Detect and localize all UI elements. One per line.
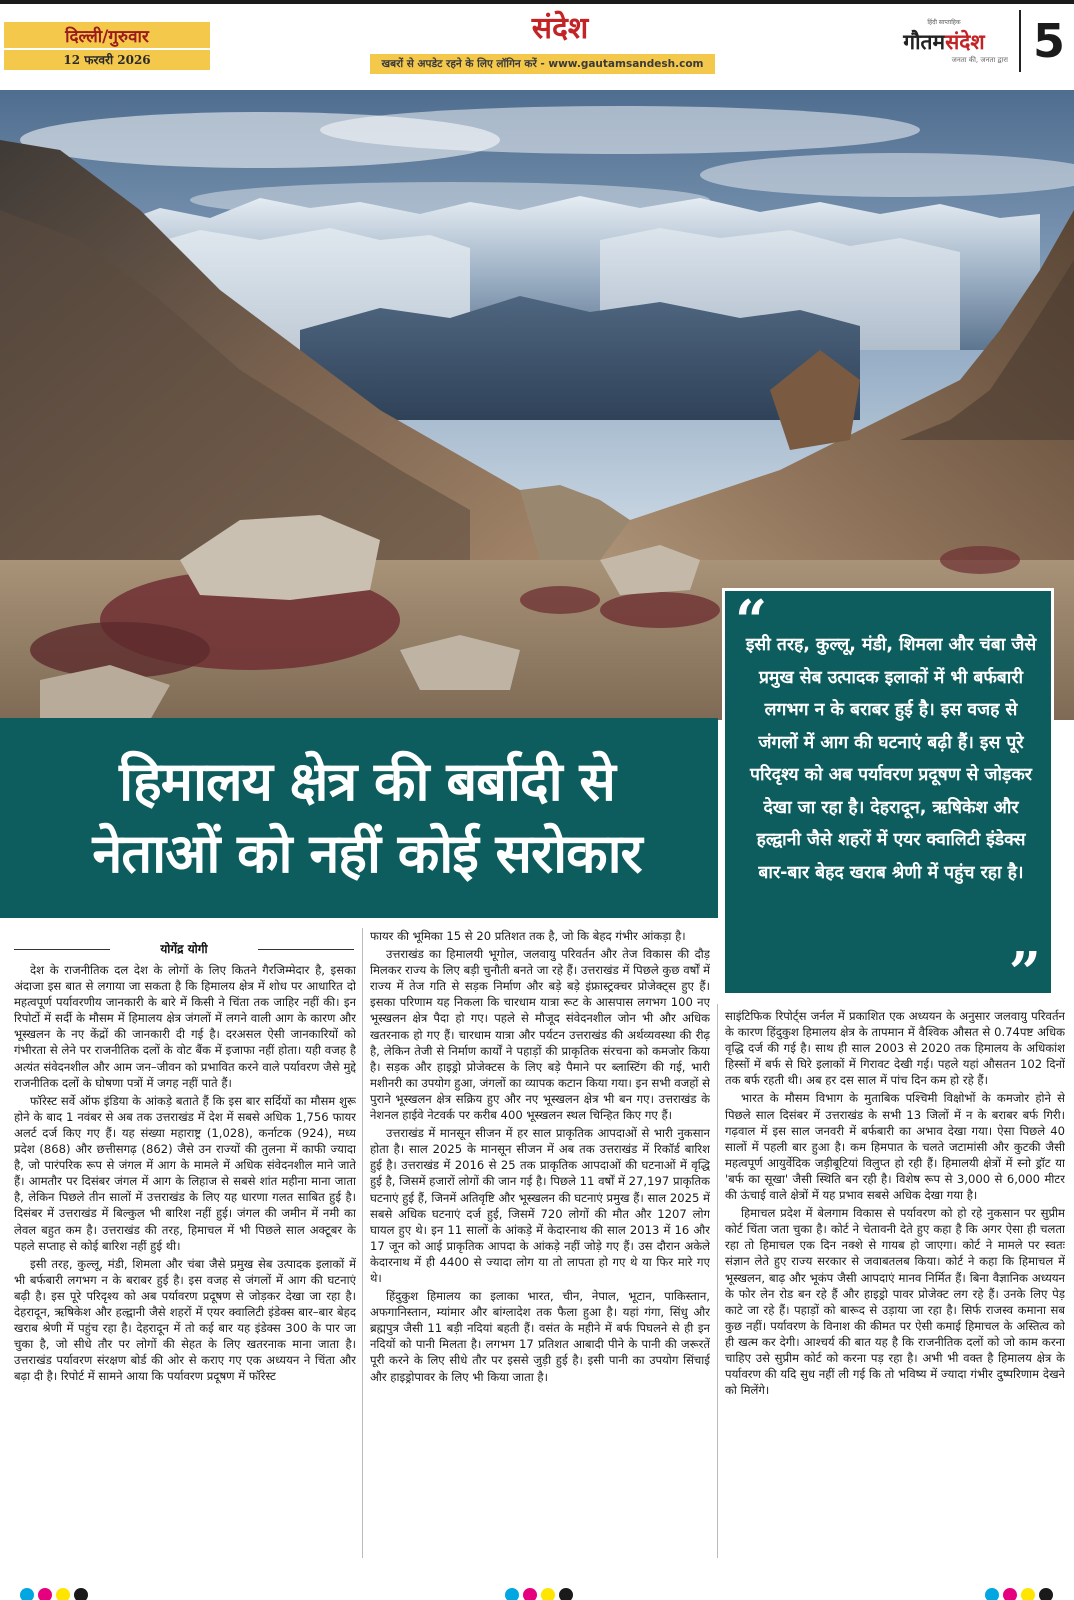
paragraph: भारत के मौसम विभाग के मुताबिक पश्चिमी विक्षोभों के कमजोर होने से पिछले साल दिसंबर में उत्तराखंड के सभी 13 जिलों में न के बराबर बर्फ गिरी। गढ़वाल में इस साल जनवरी में बर्फबारी का अभाव देखा गया। ऐसा पिछले 40 सालों में पहली बार हुआ है। कम हिमपात के चलते जटामांसी और कुटकी जैसी महत्वपूर्ण आयुर्वेदिक जड़ीबूटियां विलुप्त हो रही हैं। हिमालयी क्षेत्रों में स्नो ड्रॉट या 'बर्फ का सूखा' जैसी स्थिति बन रही है। विशेष रूप से 3,000 से 6,000 मीटर की ऊंचाई वाले क्षेत्रों में यह प्रभाव सबसे अधिक देखा गया है।	[725, 1091, 1065, 1203]
website-strip: खबरों से अपडेट रहने के लिए लॉगिन करें - www.gautamsandesh.com	[370, 54, 715, 74]
cyan-dot	[985, 1588, 999, 1600]
magenta-dot	[1003, 1588, 1017, 1600]
headline-line-1: हिमालय क्षेत्र की बर्बादी से	[119, 750, 615, 813]
quote-close-icon: ”	[1008, 940, 1041, 1006]
paragraph: उत्तराखंड का हिमालयी भूगोल, जलवायु परिवर्तन और तेज विकास की दौड़ मिलकर राज्य के लिए बड़ी चुनौती बनते जा रहे हैं। उत्तराखंड में पिछले कुछ वर्षों में राज्य में तेज गति से सड़क निर्माण और बड़े बड़े इंफ्रास्ट्रक्चर प्रोजेक्ट्स हुए हैं। इसका परिणाम यह निकला कि चारधाम यात्रा रूट के आसपास लगभग 100 नए भूस्खलन क्षेत्र पैदा हो गए। पहले से मौजूद संवेदनशील जोन भी और अधिक खतरनाक हो गए हैं। चारधाम यात्रा और पर्यटन उत्तराखंड की अर्थव्यवस्था की रीढ़ है, लेकिन तेजी से निर्माण कार्यों ने पहाड़ों की प्राकृतिक संरचना को कमजोर किया है। सड़क और हाइड्रो प्रोजेक्टस के लिए बड़े पैमाने पर ब्लास्टिंग की गई, भारी मशीनरी का उपयोग हुआ, जंगलों का व्यापक कटान किया गया। इन सभी वजहों से पुराने भूस्खलन क्षेत्र सक्रिय हुए और नए भूस्खलन क्षेत्र भी बन गए। उत्तराखंड के नेशनल हाईवे नेटवर्क पर करीब 400 भूस्खलन स्थल चिन्हित किए गए हैं।	[370, 947, 710, 1123]
headline-line-2: नेताओं को नहीं कोई सरोकार	[92, 822, 642, 885]
yellow-dot	[56, 1588, 70, 1600]
logo-name-part1: गौतम	[903, 29, 946, 54]
yellow-dot	[1021, 1588, 1035, 1600]
top-border	[0, 0, 1074, 4]
paragraph: हिंदुकुश हिमालय का इलाका भारत, चीन, नेपाल, भूटान, पाकिस्तान, अफगानिस्तान, म्यांमार और बांग्लादेश तक फैला हुआ है। यहां गंगा, सिंधु और ब्रह्मपुत्र जैसी 11 बड़ी नदियां बहती हैं। वसंत के महीने में बर्फ पिघलने से ही इन नदियों को पानी मिलता है। लगभग 17 प्रतिशत आबादी पीने के पानी की जरूरतें पूरी करने के लिए सीधे तौर पर इससे जुड़ी हुई है। इसी पानी का उपयोग सिंचाई और हाइड्रोपावर के लिए भी किया जाता है।	[370, 1289, 710, 1384]
article-column-1	[14, 962, 356, 1562]
column-divider	[362, 928, 363, 1558]
article-column-2	[370, 928, 710, 1562]
logo-name	[880, 28, 1008, 56]
quote-open-icon: “	[735, 588, 768, 654]
section-title: संदेश	[531, 11, 589, 46]
headline	[22, 746, 712, 890]
cyan-dot	[20, 1588, 34, 1600]
magenta-dot	[523, 1588, 537, 1600]
paragraph: हिमाचल प्रदेश में बेलगाम विकास से पर्यावरण को हो रहे नुकसान पर सुप्रीम कोर्ट चिंता जता चुका है। कोर्ट ने चेतावनी देते हुए कहा है कि अगर ऐसा ही चलता रहा तो हिमाचल एक दिन नक्शे से गायब हो जाएगा। कोर्ट ने मामले पर स्वतः संज्ञान लेते हुए राज्य सरकार से जवाबतलब किया। कोर्ट ने कहा कि हिमाचल में भूस्खलन, बाढ़ और भूकंप जैसी आपदाएं मानव निर्मित हैं। बिना वैज्ञानिक अध्ययन के फोर लेन रोड बन रहे हैं और हाइड्रो पावर प्रोजेक्ट लग रहे हैं। उनके लिए पेड़ काटे जा रहे हैं। पहाड़ों को बारूद से उड़ाया जा रहा है। सिर्फ राजस्व कमाना सब कुछ नहीं। पर्यावरण के विनाश की कीमत पर ऐसी कमाई हिमाचल के अस्तित्व को ही खत्म कर देगी। आश्चर्य की बात यह है कि राजनीतिक दलों को जो काम करना चाहिए उसे सुप्रीम कोर्ट को करना पड़ रहा है। अभी भी वक्त है हिमालय क्षेत्र के पर्यावरण की यदि सुध नहीं ली गई कि तो भविष्य में ज्यादा गंभीर दुष्परिणाम देखने को मिलेंगे।	[725, 1206, 1065, 1398]
date-box	[4, 22, 210, 70]
magenta-dot	[38, 1588, 52, 1600]
paragraph: फायर की भूमिका 15 से 20 प्रतिशत तक है, जो कि बेहद गंभीर आंकड़ा है।	[370, 929, 686, 943]
byline-rule-right	[258, 949, 354, 950]
logo-slogan: जनता की, जनता द्वारा	[951, 56, 1008, 64]
edition-date: 12 फरवरी 2026	[63, 53, 151, 67]
page-number: 5	[1032, 14, 1065, 68]
column-divider	[717, 1004, 718, 1558]
byline: योगेंद्र योगी	[160, 942, 208, 956]
yellow-dot	[541, 1588, 555, 1600]
pull-quote	[722, 588, 1054, 1006]
paragraph: उत्तराखंड में मानसून सीजन में हर साल प्राकृतिक आपदाओं से भारी नुकसान होता है। साल 2025 के मानसून सीजन में अब तक उत्तराखंड में रिकॉर्ड बारिश हुई है। उत्तराखंड में 2016 से 25 तक प्राकृतिक आपदाओं की घटनाओं में वृद्धि हुई है, जिसमें हजारों लोगों की जान गई है। पिछले 11 वर्षों में 27,197 प्राकृतिक घटनाएं हुई हैं, जिनमें अतिवृष्टि और भूस्खलन की घटनाएं प्रमुख हैं। साल 2025 में सबसे अधिक घटनाएं दर्ज हुई, जिसमें 720 लोगों की मौत और 1207 लोग घायल हुए थे। इन 11 सालों के आंकड़े में केदारनाथ की साल 2013 में 16 और 17 जून को आई प्राकृतिक आपदा के आंकड़े नहीं जोड़े गए हैं। उस दौरान अकेले केदारनाथ में ही 4400 से ज्यादा लोग या तो लापता हो गए थे या फिर मारे गए थे।	[370, 1126, 710, 1285]
paragraph: देश के राजनीतिक दल देश के लोगों के लिए कितने गैरजिम्मेदार है, इसका अंदाजा इस बात से लगाया जा सकता है कि हिमालय क्षेत्र में शोध पर आधारित दो महत्वपूर्ण पर्यावरणीय जानकारी के बारे में किसी ने चिंता तक जाहिर नहीं की। इन रिपोर्टो में सर्दी के मौसम में हिमालय क्षेत्र जंगलों में लगने वाली आग के कारण और भूस्खलन के नए केंद्रों की जानकारी दी गई है। दरअसल ऐसी जानकारियों को गंभीरता से लेने पर राजनीतिक दलों के वोट बैंक में इजाफा नहीं होता। यही वजह है अत्यंत संवेदनशील और आम जन–जीवन को प्रभावित करने वाले पर्यावरण जैसे मुद्दे राजनीतिक दलों के घोषणा पत्रों में जगह नहीं पाते हैं।	[14, 963, 356, 1090]
logo-tagline: हिंदी साप्ताहिक	[927, 19, 961, 26]
page-number-divider	[1019, 10, 1021, 72]
paragraph: फॉरेस्ट सर्वे ऑफ इंडिया के आंकड़े बताते हैं कि इस बार सर्दियों का मौसम शुरू होने के बाद 1 नवंबर से अब तक उत्तराखंड में देश में सबसे अधिक 1,756 फायर अलर्ट दर्ज किए गए हैं। यह संख्या महाराष्ट्र (1,028), कर्नाटक (924), मध्य प्रदेश (868) और छत्तीसगढ़ (862) जैसे उन राज्यों की तुलना में काफी ज्यादा है, जो पारंपरिक रूप से जंगल में आग के मामले में अधिक संवेदनशील माने जाते हैं। आमतौर पर दिसंबर जंगल में आग के लिहाज से सबसे शांत महीना माना जाता है, लेकिन पिछले तीन सालों में उत्तराखंड के लिए यह धारणा गलत साबित हुई है। दिसंबर में उत्तराखंड में बिल्कुल भी बारिश नहीं हुई। जंगल की जमीन में नमी का लेवल बहुत कम है। उत्तराखंड की तरह, हिमाचल में भी पिछले साल अक्टूबर के पहले सप्ताह से कोई बारिश नहीं हुई थी।	[14, 1093, 356, 1253]
black-dot	[1039, 1588, 1053, 1600]
paragraph: साइंटिफिक रिपोर्ट्स जर्नल में प्रकाशित एक अध्ययन के अनुसार जलवायु परिवर्तन के कारण हिंदुकुश हिमालय क्षेत्र के तापमान में वैश्विक औसत से 0.74पष्ट अधिक वृद्धि दर्ज की गई है। साथ ही साल 2003 से 2020 तक हिमालय के अधिकांश हिस्सों में बर्फ से घिरे इलाकों में गिरावट देखी गई। पहले यहां औसतन 102 दिनों तक बर्फ रहती थी। अब हर दस साल में पांच दिन कम हो रहे हैं।	[725, 1009, 1065, 1088]
article-column-3	[725, 1008, 1065, 1562]
newspaper-logo	[880, 18, 1015, 70]
paragraph: इसी तरह, कुल्लू, मंडी, शिमला और चंबा जैसे प्रमुख सेब उत्पादक इलाकों में भी बर्फबारी लगभग न के बराबर हुई है। इस वजह से जंगलों में आग की घटनाएं बढ़ी है। इस पूरे परिदृश्य को अब पर्यावरण प्रदूषण से जोड़कर देखा जा रहा है। देहरादून, ऋषिकेश और हल्द्वानी जैसे शहरों में एयर क्वालिटी इंडेक्स बार–बार बेहद खराब श्रेणी में पहुंच रहा है। देहरादून में तो कई बार यह इंडेक्स 300 के पार जा चुका है, जो सीधे तौर पर लोगों की सेहत के लिए खतरनाक माना जाता है। उत्तराखंड पर्यावरण संरक्षण बोर्ड की ओर से कराए गए एक अध्ययन ने चिंता और बढ़ा दी है। रिपोर्ट में सामने आया कि पर्यावरण प्रदूषण में फॉरेस्ट	[14, 1256, 356, 1384]
cyan-dot	[505, 1588, 519, 1600]
edition-city-day: दिल्ली/गुरुवार	[65, 27, 149, 47]
black-dot	[74, 1588, 88, 1600]
black-dot	[559, 1588, 573, 1600]
logo-name-part2: संदेश	[945, 29, 985, 54]
headline-banner	[0, 718, 718, 918]
pull-quote-text: इसी तरह, कुल्लू, मंडी, शिमला और चंबा जैसे प्रमुख सेब उत्पादक इलाकों में भी बर्फबारी लगभग न के बराबर हुई है। इस वजह से जंगलों में आग की घटनाएं बढ़ी हैं। इस पूरे परिदृश्य को अब पर्यावरण प्रदूषण से जोड़कर देखा जा रहा है। देहरादून, ऋषिकेश और हल्द्वानी जैसे शहरों में एयर क्वालिटी इंडेक्स बार-बार बेहद खराब श्रेणी में पहुंच रहा है।	[745, 635, 1037, 883]
date-divider	[4, 48, 210, 50]
